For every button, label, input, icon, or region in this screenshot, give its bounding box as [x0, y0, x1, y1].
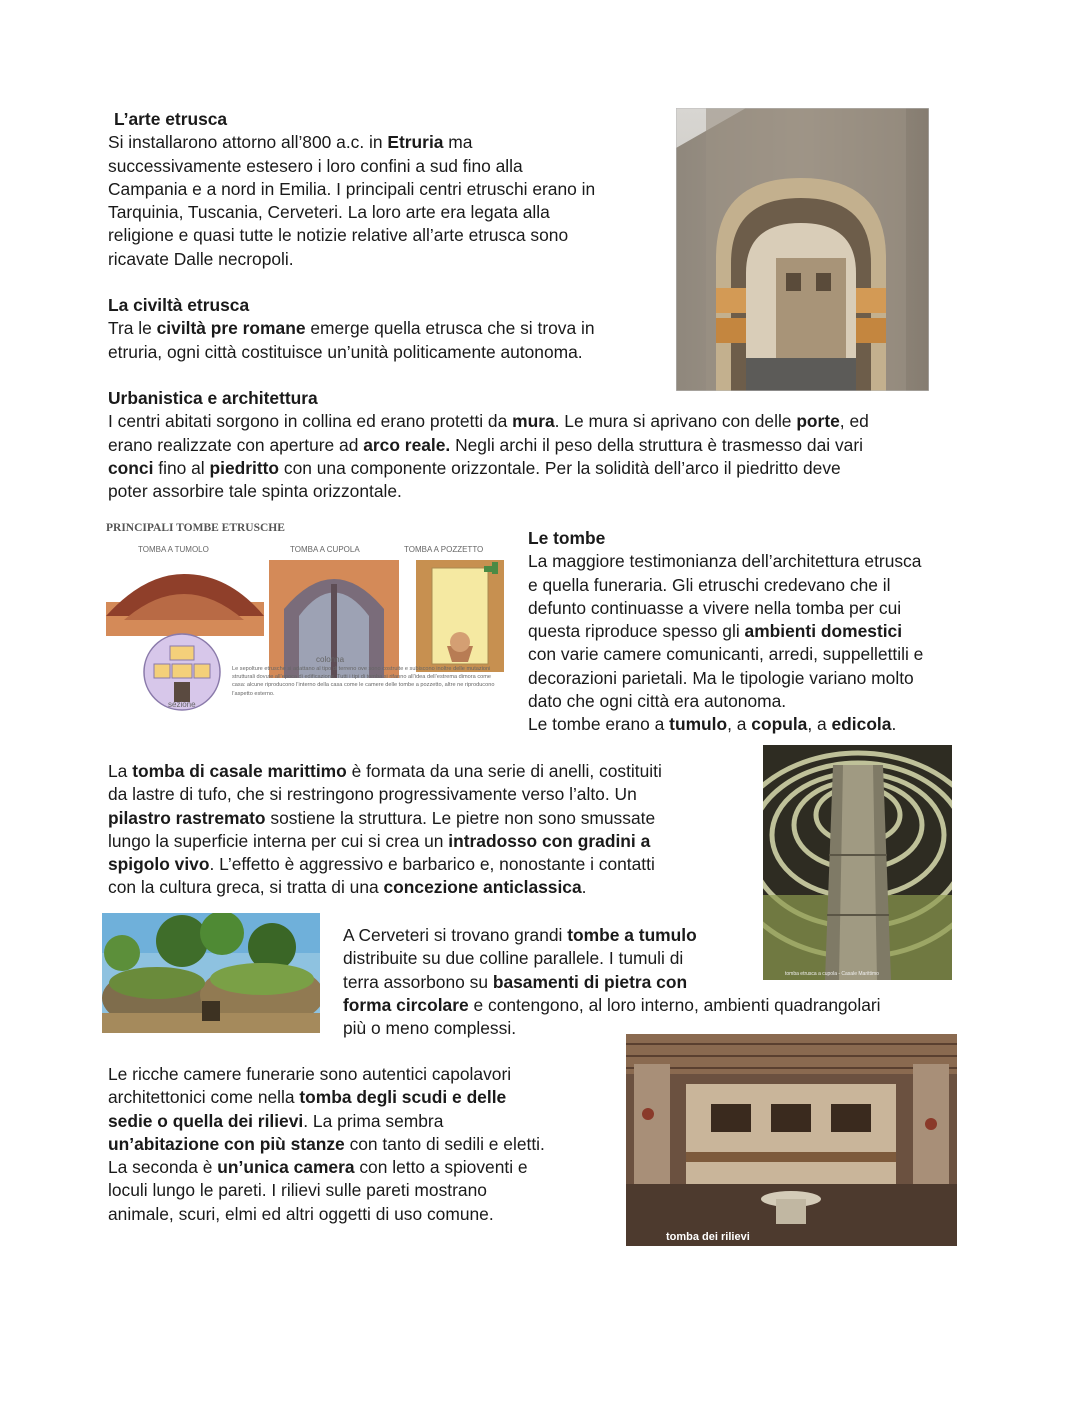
paragraph-line: con la cultura greca, si tratta di una concezione anticlassica. — [108, 877, 587, 898]
paragraph-line: Si installarono attorno all’800 a.c. in Etruria ma — [108, 132, 473, 153]
paragraph-line: con varie camere comunicanti, arredi, suppellettili e — [528, 644, 924, 665]
label-cupola: TOMBA A CUPOLA — [290, 545, 360, 554]
paragraph-line: ricavate Dalle necropoli. — [108, 248, 294, 269]
paragraph-line: decorazioni parietali. Ma le tipologie variano molto — [528, 667, 914, 688]
paragraph-line: un’abitazione con più stanze con tanto di sedili e eletti. — [108, 1133, 545, 1154]
paragraph-line: terra assorbono su basamenti di pietra con — [343, 971, 688, 992]
paragraph-line: Campania e a nord in Emilia. I principali centri etruschi erano in — [108, 178, 596, 199]
label-pozzetto: TOMBA A POZZETTO — [404, 545, 484, 554]
heading-civilta-etrusca: La civiltà etrusca — [108, 295, 250, 315]
tomb-types-diagram — [104, 518, 506, 722]
paragraph-line: pilastro rastremato sostiene la struttura. Le pietre non sono smussate — [108, 807, 656, 828]
paragraph-line: La tomba di casale marittimo è formata da una serie di anelli, costituiti — [108, 761, 662, 781]
paragraph-line: poter assorbire tale spinta orizzontale. — [108, 481, 402, 502]
tomb-interior-illustration — [626, 1034, 957, 1246]
label-colonna: colonna — [316, 655, 345, 664]
section-civilta-etrusca — [108, 294, 668, 364]
paragraph-line: da lastre di tufo, che si restringono progressivamente verso l’alto. Un — [108, 784, 637, 805]
tumuli-illustration — [102, 913, 320, 1033]
paragraph-line: animale, scuri, elmi ed altri oggetti di uso comune. — [108, 1203, 494, 1224]
paragraph-line: defunto continuasse a vivere nella tomba per cui — [528, 597, 902, 618]
paragraph-line: La seconda è un’unica camera con letto a spioventi e — [108, 1157, 528, 1178]
paragraph-line: Le ricche camere funerarie sono autentici capolavori — [108, 1064, 512, 1084]
tomba-dei-rilievi-photo — [626, 1034, 957, 1246]
paragraph-line: Tarquinia, Tuscania, Cerveteri. La loro arte era legata alla — [108, 202, 550, 223]
section-urbanistica — [108, 387, 988, 503]
diagram-title: PRINCIPALI TOMBE ETRUSCHE — [106, 522, 285, 534]
heading-le-tombe: Le tombe — [528, 528, 606, 548]
paragraph-line: e quella funeraria. Gli etruschi credevano che il — [528, 574, 891, 595]
paragraph-line: sedie o quella dei rilievi. La prima sembra — [108, 1110, 444, 1131]
paragraph-line: successivamente estesero i loro confini a sud fino alla — [108, 155, 523, 176]
paragraph-line: lungo la superficie interna per cui si crea un intradosso con gradini a — [108, 830, 651, 851]
paragraph-line: loculi lungo le pareti. I rilievi sulle pareti mostrano — [108, 1180, 487, 1201]
paragraph-line: I centri abitati sorgono in collina ed erano protetti da mura. Le mura si aprivano con delle porte, ed — [108, 411, 869, 432]
paragraph-line: Le tombe erano a tumulo, a copula, a edicola. — [528, 714, 897, 735]
paragraph-line: questa riproduce spesso gli ambienti domestici — [528, 621, 903, 642]
paragraph-line: religione e quasi tutte le notizie relative all’arte etrusca sono — [108, 225, 569, 246]
arch-gate-illustration — [676, 108, 929, 391]
section-arte-etrusca — [108, 108, 668, 271]
paragraph-line: Tra le civiltà pre romane emerge quella etrusca che si trova in — [108, 318, 595, 339]
paragraph-line: La maggiore testimonianza dell’architettura etrusca — [528, 551, 922, 572]
label-sezione: sezione — [168, 700, 196, 709]
heading-urbanistica: Urbanistica e architettura — [108, 388, 318, 408]
paragraph-line: A Cerveteri si trovano grandi tombe a tumulo — [343, 925, 697, 945]
label-tumulo: TOMBA A TUMOLO — [138, 545, 209, 554]
paragraph-line: architettonici come nella tomba degli scudi e delle — [108, 1087, 507, 1108]
section-le-tombe — [528, 527, 988, 737]
paragraph-line: spigolo vivo. L’effetto è aggressivo e barbarico e, nonostante i contatti — [108, 854, 655, 875]
section-cerveteri — [343, 924, 963, 1040]
paragraph-line: conci fino al piedritto con una componente orizzontale. Per la solidità dell’arco il piedritto deve — [108, 457, 841, 478]
paragraph-line: erano realizzate con aperture ad arco reale. Negli archi il peso della struttura è trasmesso dai vari — [108, 434, 863, 455]
casale-photo-caption: tomba etrusca a cupola - Casale Marittimo — [785, 971, 879, 977]
cerveteri-tumuli-photo — [102, 913, 320, 1033]
arch-gate-photo — [676, 108, 929, 391]
heading-arte-etrusca: L’arte etrusca — [114, 109, 228, 129]
paragraph-line: etruria, ogni città costituisce un’unità politicamente autonoma. — [108, 341, 583, 362]
section-camere-funerarie — [108, 1063, 618, 1226]
section-casale-marittimo — [108, 760, 748, 900]
paragraph-line: distribuite su due colline parallele. I tumuli di — [343, 948, 684, 969]
diagram-note: Le sepolture etrusche si adattano al tipo di terreno ove sono costruite e subiscono inoltre delle mutazioni strutturali dovute all’epoca di edificazione. Tutti i tipi di tomba si rifanno all’idea dell’estrema dimora come casa: alcune riproducono l’interno della casa come le camere delle tombe a pozzetto, altre ne riproducono l’aspetto esterno. — [232, 666, 495, 697]
rilievi-photo-caption: tomba dei rilievi — [666, 1231, 750, 1243]
paragraph-line: più o meno complessi. — [343, 1018, 517, 1039]
paragraph-line: dato che ogni città era autonoma. — [528, 691, 787, 712]
paragraph-line: forma circolare e contengono, al loro interno, ambienti quadrangolari — [343, 994, 881, 1015]
